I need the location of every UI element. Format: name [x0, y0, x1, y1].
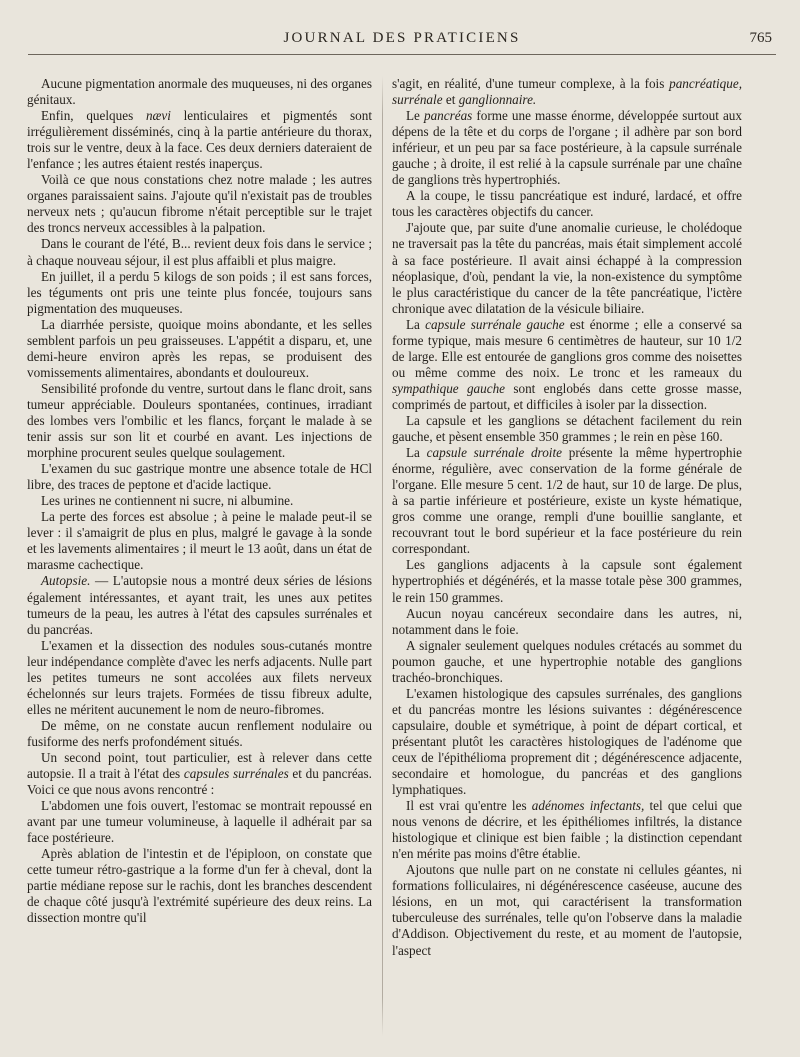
page-number: 765 — [749, 30, 772, 46]
italic-term: sympathique gauche — [392, 380, 506, 396]
text-run: Un second point, tout particulier, est à relever dans cette autopsie. Il a trait à l'état des — [27, 749, 372, 782]
running-title: JOURNAL DES PRATICIENS — [283, 30, 521, 46]
paragraph: Après ablation de l'intestin et de l'épiploon, on constate que cette tumeur rétro-gastrique a la forme d'un fer à cheval, dont la partie médiane repose sur le rachis, dont les branches descendent de chaque côté jusqu'à l'extrémité supérieure des deux reins. La dissection montre qu'il — [27, 846, 372, 926]
right-column — [392, 76, 742, 959]
text-run: sont englobés dans cette grosse masse, comprimés de partout, et difficiles à isoler par la dissection. — [392, 380, 742, 412]
paragraph: Les ganglions adjacents à la capsule sont également hypertrophiés et dégénérés, et la masse totale pèse 300 grammes, le rein 150 grammes. — [392, 557, 742, 605]
paragraph: L'examen histologique des capsules surrénales, des ganglions et du pancréas montre les lésions suivantes : dégénérescence capsulaire, double et symétrique, à point de départ cortical, et présentant plutôt les caractères histologiques de l'adénome que ceux de l'épithélioma proprement dit ; dégénérescence adjacente, secondaire et homologue, du pancréas et des ganglions lymphatiques. — [392, 685, 742, 798]
text-run: est énorme ; elle a conservé sa forme typique, mais mesure 6 centimètres de hauteur, sur 10 1/2 de large. Elle est entourée de ganglions gros comme des noisettes ou même comme des noix. Le tronc et les rameaux du — [392, 316, 742, 380]
paragraph: Sensibilité profonde du ventre, surtout dans le flanc droit, sans tumeur appréciable. Douleurs spontanées, continues, irradiant des lombes vers l'ombilic et les flancs, forçant le malade à se tenir assis sur son lit et courbé en avant. Les injections de morphine procurent seules quelque soulagement. — [27, 380, 372, 461]
paragraph: A signaler seulement quelques nodules crétacés au sommet du poumon gauche, et une hypertrophie notable des ganglions trachéo-bronchiques. — [392, 637, 742, 685]
italic-term: capsule surrénale droite — [426, 445, 562, 461]
text-run: lenticulaires et pigmentés sont irrégulièrement disséminés, cinq à la partie antérieure du thorax, trois sur le ventre, deux à la face. Ces deux derniers dateraient de l'enfance ; les autres étaient restés inaperçus. — [27, 108, 372, 172]
paragraph — [392, 445, 742, 557]
paragraph — [27, 108, 372, 172]
paragraph — [392, 317, 742, 413]
paragraph: Aucun noyau cancéreux secondaire dans les autres, ni, notamment dans le foie. — [392, 605, 742, 637]
paragraph: Dans le courant de l'été, B... revient deux fois dans le service ; à chaque nouveau séjour, il est plus affaibli et plus maigre. — [27, 236, 372, 268]
paragraph: L'examen et la dissection des nodules sous-cutanés montre leur indépendance complète d'avec les nerfs adjacents. Nulle part les petites tumeurs ne sont accolées aux filets nerveux échelonnés sur leurs trajets. Formées de tissu fibreux adulte, elles ne méritent aucunement le nom de neuro-fibromes. — [27, 637, 372, 717]
text-run: et du pancréas. Voici ce que nous avons rencontré : — [27, 766, 372, 798]
left-column — [27, 76, 372, 926]
paragraph: A la coupe, le tissu pancréatique est induré, lardacé, et offre tous les caractères objectifs du cancer. — [392, 188, 742, 220]
paragraph: La perte des forces est absolue ; à peine le malade peut-il se lever : il s'amaigrit de plus en plus, malgré le gavage à la sonde et les lavements alimentaires ; il meurt le 13 août, dans un état de marasme cachectique. — [27, 509, 372, 573]
paragraph: J'ajoute que, par suite d'une anomalie curieuse, le cholédoque ne traversait pas la tête du pancréas, mais était simplement accolé à sa face postérieure. Il avait ainsi échappé à la compression néoplasique, d'où, pendant la vie, la non-existence du symptôme le plus caractéristique du cancer de la tête pancréatique, l'ictère chronique avec dilatation de la vésicule biliaire. — [392, 220, 742, 316]
italic-term: pancréas — [423, 108, 473, 124]
paragraph: Aucune pigmentation anormale des muqueuses, ni des organes génitaux. — [27, 76, 372, 108]
paragraph: L'abdomen une fois ouvert, l'estomac se montrait repoussé en avant par une tumeur volumineuse, à laquelle il adhérait par sa face postérieure. — [27, 798, 372, 846]
text-run: — L'autopsie nous a montré deux séries de lésions également intéressantes, et ayant trait, les unes aux petites tumeurs de la peau, les autres à l'état des capsules surrénales et du pancréas. — [27, 573, 372, 637]
text-run: Enfin, quelques — [41, 108, 146, 124]
paragraph: La diarrhée persiste, quoique moins abondante, et les selles semblent parfois un peu graisseuses. L'appétit a disparu, et, une demi-heure environ après les repas, se produisent des vomissements alimentaires, abondants et douloureux. — [27, 316, 372, 380]
text-run: s'agit, en réalité, d'une tumeur complexe, à la fois — [392, 76, 670, 91]
page-header — [28, 14, 776, 55]
paragraph — [392, 76, 742, 108]
text-run: et — [442, 92, 459, 108]
paragraph — [392, 798, 742, 862]
italic-term: nævi — [145, 108, 171, 124]
paragraph: En juillet, il a perdu 5 kilogs de son poids ; il est sans forces, les téguments ont pris une teinte plus foncée, toujours sans pigmentation des muqueuses. — [27, 268, 372, 316]
text-run: Le — [406, 108, 424, 124]
text-run: tel que celui que nous venons de décrire, et les épithéliomes infiltrés, la distance histologique et clinique est bien faible ; la distinction cependant n'en mérite pas moins d'être établie. — [392, 798, 743, 862]
paragraph: De même, on ne constate aucun renflement nodulaire ou fusiforme des nerfs profondément situés. — [27, 717, 372, 749]
paragraph — [27, 573, 372, 637]
text-run: La — [406, 445, 427, 461]
paragraph: Ajoutons que nulle part on ne constate ni cellules géantes, ni formations folliculaires, ni dégénérescence caséeuse, aucune des lésions, en un mot, qui caractérisent la transformation tuberculeuse des surrénales, telle qu'on l'observe dans la maladie d'Addison. Objectivement du reste, et au moment de l'autopsie, l'aspect — [392, 862, 742, 958]
italic-term: Autopsie. — [41, 573, 91, 589]
italic-term: capsule surrénale gauche — [425, 316, 565, 332]
paragraph: Voilà ce que nous constations chez notre malade ; les autres organes paraissaient sains. J'ajoute qu'il n'existait pas de troubles nerveux nets ; qu'aucun fibrome n'était perceptible sur le trajet des troncs nerveux accessibles à la palpation. — [27, 172, 372, 236]
paragraph: Les urines ne contiennent ni sucre, ni albumine. — [41, 493, 294, 509]
italic-term: pancréatique, surrénale — [392, 76, 742, 108]
paragraph — [27, 750, 372, 798]
text-run: forme une masse énorme, développée surtout aux dépens de la tête et du corps de l'organe ; il adhère par son bord inférieur, et un peu par sa face postérieure, à la capsule surrénale gauche ; à droite, il est relié à la capsule surrénale par une chaîne de ganglions très hypertrophiés. — [392, 108, 742, 188]
italic-term: ganglionnaire. — [458, 92, 537, 108]
paragraph — [392, 108, 742, 188]
text-run: présente la même hypertrophie énorme, régulière, avec conservation de la forme générale de l'organe. Elle mesure 5 cent. 1/2 de haut, sur 10 de large. De plus, à sa partie inférieure et postérieure, existe un kyste hématique, gros comme une orange, rempli d'une bouillie sanglante, et recouvrant tout le bord supérieur et la face postérieure du rein correspondant. — [392, 445, 742, 557]
column-divider — [382, 76, 383, 1036]
italic-term: capsules surrénales — [183, 766, 289, 782]
text-run: La — [406, 316, 426, 332]
italic-term: adénomes infectants, — [531, 798, 645, 814]
paragraph: L'examen du suc gastrique montre une absence totale de HCl libre, des traces de peptone et d'acide lactique. — [27, 461, 372, 493]
text-run: Il est vrai qu'entre les — [406, 798, 532, 814]
paragraph: La capsule et les ganglions se détachent facilement du rein gauche, et pèsent ensemble 350 grammes ; le rein en pèse 160. — [392, 412, 742, 445]
